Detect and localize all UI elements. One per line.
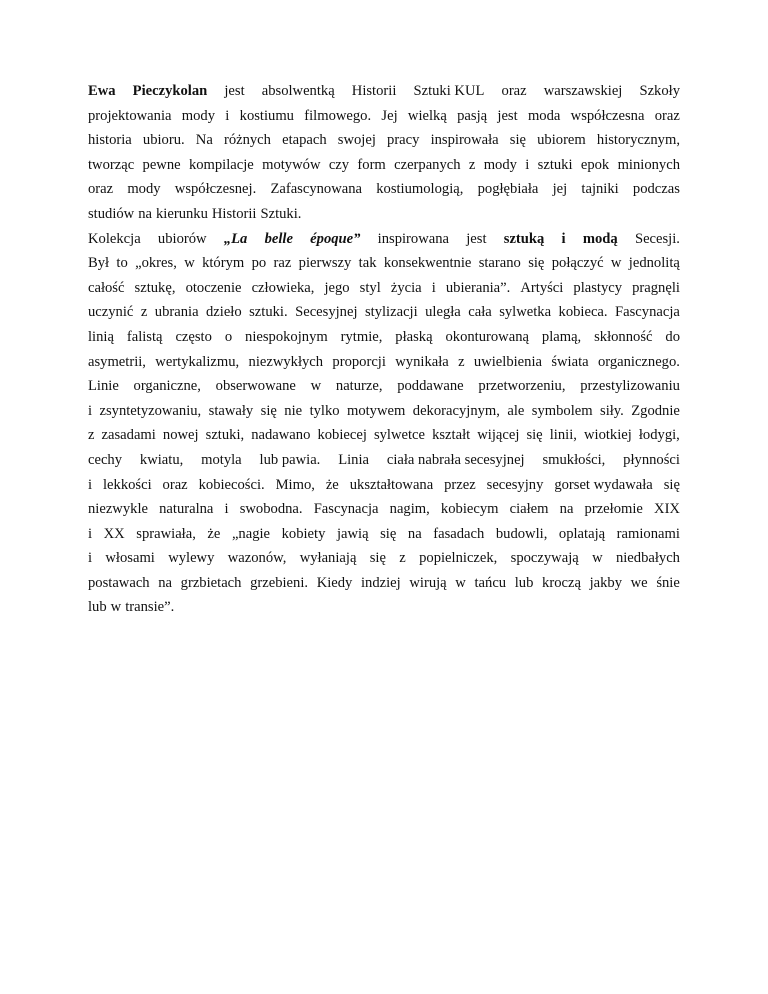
word: kobiety — [281, 525, 326, 542]
word: jawią — [336, 525, 369, 542]
word: współczesna — [570, 107, 645, 124]
word: z — [458, 353, 465, 370]
word: w — [610, 255, 622, 272]
word: ubrania — [154, 304, 199, 321]
word: kwiatu, — [139, 451, 184, 468]
word: uwielbienia — [473, 353, 542, 370]
word: naturalna — [159, 501, 214, 518]
word: dzieło — [206, 304, 242, 321]
word: swojej — [337, 132, 376, 149]
text-line — [88, 374, 680, 399]
text-line — [88, 522, 680, 547]
word: kobiecości. — [198, 476, 265, 493]
word: plastycy — [573, 279, 623, 296]
word: mody — [181, 107, 216, 124]
word: historycznym, — [596, 132, 680, 149]
word: sztukę, — [134, 279, 176, 296]
word: lub — [514, 574, 534, 591]
word: inspirowana — [377, 230, 450, 247]
word: ubiorów — [157, 230, 207, 247]
word: łodygi, — [638, 427, 680, 444]
word: pewne — [142, 156, 181, 173]
word: pracy — [387, 132, 420, 149]
word: symbolem — [531, 402, 593, 419]
text-line — [88, 350, 680, 375]
word: Zgodnie — [631, 402, 680, 419]
document-page — [88, 79, 680, 620]
word: ciała nabrała secesyjnej — [386, 451, 525, 468]
word: w — [184, 255, 195, 272]
word: że — [207, 525, 221, 542]
word: że — [325, 476, 339, 493]
text-line — [88, 276, 680, 301]
word: życia — [390, 279, 422, 296]
word: kroczą — [542, 574, 581, 591]
word: kobiecym — [440, 501, 499, 518]
word: ubiorem — [537, 132, 586, 149]
word: projektowania — [88, 107, 172, 124]
word: i — [88, 525, 93, 542]
word: Kolekcja — [88, 230, 141, 247]
word: i — [225, 107, 230, 124]
word: ubierania”. — [445, 279, 511, 296]
word: stawały — [208, 402, 254, 419]
word: niespokojnym — [245, 328, 328, 345]
word: jest — [224, 83, 245, 99]
word: motyla — [201, 451, 242, 468]
word: styl — [359, 279, 381, 296]
word: rytmie, — [340, 328, 383, 345]
word: tworząc — [88, 156, 135, 173]
word: Fascynacja — [313, 501, 379, 518]
word: i — [88, 550, 93, 567]
word: wijącej — [477, 427, 520, 444]
word: którym — [202, 255, 245, 272]
word: kierunku — [156, 205, 208, 222]
word: Ewa — [88, 83, 116, 99]
word: uległa — [425, 304, 461, 321]
word: często — [175, 328, 212, 345]
word: zsyntetyzowaniu, — [99, 402, 202, 419]
word: oraz — [654, 107, 680, 124]
word: niezwykłych — [248, 353, 324, 370]
word: śnie — [656, 574, 680, 591]
text-line — [88, 325, 680, 350]
word: płynności — [623, 451, 680, 468]
word: grzbietach — [180, 574, 242, 591]
word: belle — [264, 230, 293, 247]
word: pasją — [457, 107, 488, 124]
word: sylwetka — [499, 304, 552, 321]
word: nowej — [162, 427, 199, 444]
word: na — [138, 205, 152, 222]
word: z — [88, 427, 95, 444]
word: ciałem — [509, 501, 549, 518]
word: lub — [88, 599, 107, 616]
word: się — [526, 427, 543, 444]
word: postawach — [88, 574, 150, 591]
word: plamą, — [541, 328, 582, 345]
word: nagim, — [389, 501, 430, 518]
text-line — [88, 448, 680, 473]
word: mody — [483, 156, 517, 173]
word: Pieczykolan — [132, 83, 208, 99]
text-line — [88, 128, 680, 153]
word: to — [116, 255, 128, 272]
word: Secesyjnej — [295, 304, 358, 321]
paragraph-author-bio — [88, 79, 680, 227]
word: na — [158, 574, 173, 591]
word: i — [88, 402, 93, 419]
word: wazonów, — [227, 550, 287, 567]
word: epok — [580, 156, 610, 173]
word: lekkości — [102, 476, 152, 493]
text-line — [88, 177, 680, 202]
word: Historii — [211, 205, 257, 222]
word: asymetrii, — [88, 353, 146, 370]
word: Jej — [381, 107, 398, 124]
word: uczynić — [88, 304, 134, 321]
word: przełomie — [584, 501, 643, 518]
word: proporcji — [332, 353, 386, 370]
text-line — [88, 473, 680, 498]
word: naturze, — [335, 378, 383, 395]
word: tajniki — [581, 181, 619, 198]
word: w — [110, 599, 122, 616]
word: konsekwentnie — [383, 255, 472, 272]
word: świata — [551, 353, 589, 370]
word: kobiecej — [317, 427, 367, 444]
word: siły. — [600, 402, 624, 419]
word: wylewy — [168, 550, 215, 567]
word: absolwentką — [261, 83, 335, 99]
text-line — [88, 423, 680, 448]
word: się — [509, 132, 526, 149]
word: czerpanych — [394, 156, 461, 173]
word: fasadach — [433, 525, 485, 542]
text-line — [88, 227, 680, 252]
word: Artyści — [520, 279, 564, 296]
word: „La — [223, 230, 248, 247]
word: XIX — [654, 501, 680, 518]
word: wertykalizmu, — [155, 353, 240, 370]
word: sztuki. — [249, 304, 288, 321]
word: ramionami — [616, 525, 680, 542]
word: mody — [127, 181, 161, 198]
word: swobodna. — [239, 501, 303, 518]
word: moda — [527, 107, 561, 124]
word: ale — [507, 402, 525, 419]
word: raz — [273, 255, 292, 272]
text-line — [88, 202, 680, 227]
paragraph-collection-description — [88, 227, 680, 621]
word: inspirowała — [430, 132, 499, 149]
text-line — [88, 399, 680, 424]
word: filmowego. — [304, 107, 372, 124]
word: z — [468, 156, 476, 173]
word: secesyjny — [486, 476, 544, 493]
word: się — [663, 476, 680, 493]
word: Kiedy — [316, 574, 353, 591]
word: całość — [88, 279, 125, 296]
word: i — [88, 476, 93, 493]
word: różnych — [223, 132, 271, 149]
word: cechy — [88, 451, 123, 468]
word: Sztuki. — [260, 205, 302, 222]
word: Fascynacja — [615, 304, 680, 321]
word: ubioru. — [142, 132, 185, 149]
word: sztuki, — [205, 427, 245, 444]
word: popielniczek, — [419, 550, 498, 567]
word: Mimo, — [275, 476, 315, 493]
word: przez — [444, 476, 476, 493]
word: jest — [466, 230, 487, 247]
word: motywów — [262, 156, 321, 173]
word: ukształtowana — [349, 476, 434, 493]
word: się — [369, 550, 386, 567]
word: pierwszy — [298, 255, 352, 272]
word: form — [357, 156, 386, 173]
word: w — [592, 550, 603, 567]
word: historia — [88, 132, 132, 149]
word: tak — [358, 255, 377, 272]
word: przestylizowaniu — [580, 378, 680, 395]
word: Linie — [88, 378, 119, 395]
word: studiów — [88, 205, 135, 222]
word: cała — [468, 304, 492, 321]
word: Historii — [351, 83, 397, 99]
word: époque” — [310, 230, 361, 247]
word: wyłaniają — [299, 550, 357, 567]
word: lub pawia. — [259, 451, 321, 468]
word: „nagie — [231, 525, 271, 542]
word: i — [431, 279, 436, 296]
word: starano — [478, 255, 521, 272]
word: wiotkiej — [583, 427, 632, 444]
text-line — [88, 104, 680, 129]
word: warszawskiej — [543, 83, 623, 99]
word: tańcu — [474, 574, 507, 591]
word: nie — [284, 402, 303, 419]
text-line — [88, 251, 680, 276]
word: motywem — [346, 402, 406, 419]
word: XX — [103, 525, 125, 542]
word: oraz — [501, 83, 527, 99]
word: nadawano — [251, 427, 311, 444]
word: linią — [88, 328, 114, 345]
word: sztuki — [537, 156, 573, 173]
word: przetworzeniu, — [478, 378, 566, 395]
word: linii, — [549, 427, 577, 444]
word: jakby — [589, 574, 622, 591]
text-line — [88, 153, 680, 178]
word: jednolitą — [628, 255, 680, 272]
word: oplatają — [558, 525, 606, 542]
word: i — [525, 156, 530, 173]
word: o — [224, 328, 233, 345]
word: oraz — [162, 476, 188, 493]
text-line — [88, 497, 680, 522]
word: w — [310, 378, 322, 395]
word: niedbałych — [615, 550, 680, 567]
word: z — [140, 304, 148, 321]
word: obserwowane — [215, 378, 296, 395]
word: Był — [88, 255, 110, 272]
word: sztuką — [503, 230, 545, 247]
word: dekoracyjnym, — [412, 402, 500, 419]
text-line — [88, 300, 680, 325]
word: na — [407, 525, 422, 542]
word: Zafascynowana — [270, 181, 363, 198]
word: w — [455, 574, 466, 591]
word: we — [630, 574, 648, 591]
word: kostiumu — [239, 107, 294, 124]
word: organiczne, — [133, 378, 201, 395]
word: otoczenie — [185, 279, 242, 296]
text-line — [88, 595, 680, 620]
word: połączyć — [551, 255, 604, 272]
word: i — [224, 501, 229, 518]
word: niezwykle — [88, 501, 148, 518]
word: na — [559, 501, 574, 518]
word: współczesnej. — [174, 181, 257, 198]
text-line — [88, 571, 680, 596]
word: człowieka, — [251, 279, 315, 296]
word: sylwetce — [373, 427, 426, 444]
word: sprawiała, — [136, 525, 196, 542]
word: spoczywają — [510, 550, 579, 567]
word: wielką — [407, 107, 447, 124]
word: grzebieni. — [250, 574, 309, 591]
word: jest — [497, 107, 518, 124]
word: kształt — [432, 427, 471, 444]
word: falistą — [126, 328, 163, 345]
text-line — [88, 79, 680, 104]
word: z — [399, 550, 406, 567]
word: Na — [195, 132, 213, 149]
word: się — [260, 402, 277, 419]
word: czy — [328, 156, 350, 173]
word: okonturowaną — [445, 328, 529, 345]
text-line — [88, 546, 680, 571]
word: minionych — [617, 156, 680, 173]
word: organicznego. — [597, 353, 680, 370]
word: etapach — [282, 132, 327, 149]
word: wynikała — [395, 353, 449, 370]
word: do — [665, 328, 680, 345]
word: poddawane — [397, 378, 464, 395]
word: modą — [582, 230, 618, 247]
word: jego — [324, 279, 350, 296]
word: budowli, — [495, 525, 548, 542]
word: zasadami — [101, 427, 156, 444]
word: wirują — [409, 574, 447, 591]
word: tylko — [309, 402, 340, 419]
word: się — [528, 255, 545, 272]
word: po — [251, 255, 267, 272]
word: Secesji. — [634, 230, 680, 247]
word: transie”. — [125, 599, 175, 616]
word: gorset wydawała — [554, 476, 653, 493]
word: Linia — [338, 451, 369, 468]
word: Szkoły — [639, 83, 680, 99]
word: podczas — [632, 181, 680, 198]
word: smukłości, — [542, 451, 606, 468]
word: Sztuki KUL — [413, 83, 485, 99]
word: się — [380, 525, 397, 542]
word: kobieca. — [558, 304, 608, 321]
word: „okres, — [135, 255, 177, 272]
word: włosami — [105, 550, 155, 567]
word: płaską — [395, 328, 433, 345]
word: pogłębiała — [477, 181, 539, 198]
word: i — [561, 230, 566, 247]
word: jej — [552, 181, 568, 198]
word: pragnęli — [632, 279, 680, 296]
word: skłonność — [594, 328, 653, 345]
word: oraz — [88, 181, 114, 198]
word: kompilacje — [188, 156, 254, 173]
word: indziej — [361, 574, 401, 591]
word: stylizacji — [364, 304, 418, 321]
word: kostiumologią, — [376, 181, 464, 198]
